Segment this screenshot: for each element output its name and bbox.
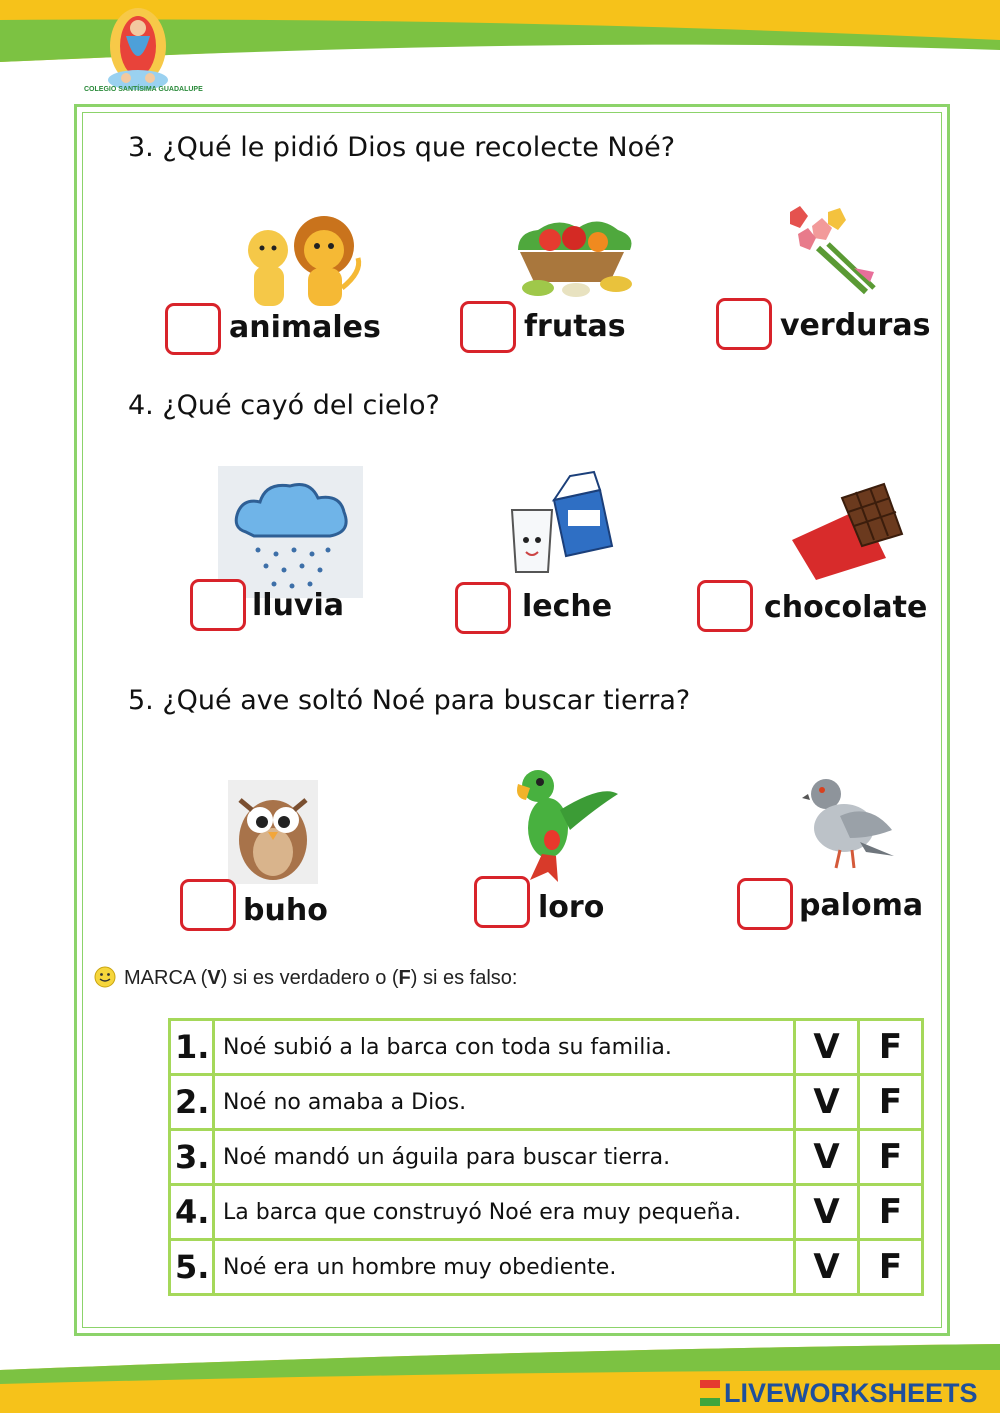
question-4: 4. ¿Qué cayó del cielo? — [128, 390, 440, 421]
instruction-text — [94, 966, 517, 990]
owl-icon — [228, 780, 318, 884]
table-row — [170, 1185, 923, 1240]
option-label-loro: loro — [538, 890, 605, 925]
row-number: 1. — [170, 1020, 214, 1075]
checkbox-buho[interactable] — [180, 879, 236, 931]
table-row — [170, 1020, 923, 1075]
false-option[interactable]: F — [859, 1130, 923, 1185]
true-option[interactable]: V — [795, 1240, 859, 1295]
instruction-prefix: MARCA ( — [124, 967, 208, 989]
option-label-paloma: paloma — [799, 888, 924, 923]
instruction-middle: ) si es verdadero o ( — [220, 967, 399, 989]
row-statement: Noé no amaba a Dios. — [214, 1075, 795, 1130]
row-number: 5. — [170, 1240, 214, 1295]
liveworksheets-logo-icon — [700, 1380, 720, 1406]
row-statement: Noé subió a la barca con toda su familia. — [214, 1020, 795, 1075]
row-statement: La barca que construyó Noé era muy pequeña. — [214, 1185, 795, 1240]
flower-bouquet-icon — [778, 204, 890, 300]
brand-text: LIVEWORKSHEETS — [724, 1378, 978, 1408]
row-number: 4. — [170, 1185, 214, 1240]
fruit-basket-icon — [498, 210, 646, 302]
rain-cloud-icon — [218, 466, 363, 598]
checkbox-animales[interactable] — [165, 303, 221, 355]
school-name: COLEGIO SANTÍSIMA GUADALUPE — [84, 86, 203, 93]
table-row — [170, 1130, 923, 1185]
true-option[interactable]: V — [795, 1075, 859, 1130]
false-option[interactable]: F — [859, 1185, 923, 1240]
pigeon-icon — [800, 772, 896, 874]
option-label-leche: leche — [522, 589, 613, 624]
checkbox-chocolate[interactable] — [697, 580, 753, 632]
table-row — [170, 1240, 923, 1295]
true-option[interactable]: V — [795, 1130, 859, 1185]
smiley-icon — [94, 966, 116, 988]
liveworksheets-brand — [700, 1378, 978, 1409]
true-option[interactable]: V — [795, 1185, 859, 1240]
checkbox-leche[interactable] — [455, 582, 511, 634]
row-statement: Noé era un hombre muy obediente. — [214, 1240, 795, 1295]
instruction-suffix: ) si es falso: — [410, 967, 518, 989]
table-row — [170, 1075, 923, 1130]
row-statement: Noé mandó un águila para buscar tierra. — [214, 1130, 795, 1185]
instruction-f: F — [398, 967, 411, 989]
option-label-buho: buho — [243, 893, 328, 928]
question-3: 3. ¿Qué le pidió Dios que recolecte Noé? — [128, 132, 676, 163]
instruction-v: V — [207, 967, 221, 989]
true-false-table — [168, 1018, 924, 1296]
checkbox-paloma[interactable] — [737, 878, 793, 930]
row-number: 3. — [170, 1130, 214, 1185]
checkbox-loro[interactable] — [474, 876, 530, 928]
checkbox-verduras[interactable] — [716, 298, 772, 350]
question-5: 5. ¿Qué ave soltó Noé para buscar tierra? — [128, 685, 691, 716]
option-label-frutas: frutas — [524, 309, 626, 344]
lions-icon — [232, 212, 367, 312]
checkbox-lluvia[interactable] — [190, 579, 246, 631]
milk-glass-icon — [504, 470, 616, 580]
option-label-animales: animales — [229, 310, 381, 345]
row-number: 2. — [170, 1075, 214, 1130]
option-label-chocolate: chocolate — [764, 590, 928, 625]
option-label-verduras: verduras — [780, 308, 931, 343]
false-option[interactable]: F — [859, 1075, 923, 1130]
option-label-lluvia: lluvia — [252, 588, 345, 623]
false-option[interactable]: F — [859, 1240, 923, 1295]
true-option[interactable]: V — [795, 1020, 859, 1075]
checkbox-frutas[interactable] — [460, 301, 516, 353]
chocolate-bar-icon — [788, 480, 906, 582]
parrot-icon — [512, 764, 622, 884]
false-option[interactable]: F — [859, 1020, 923, 1075]
